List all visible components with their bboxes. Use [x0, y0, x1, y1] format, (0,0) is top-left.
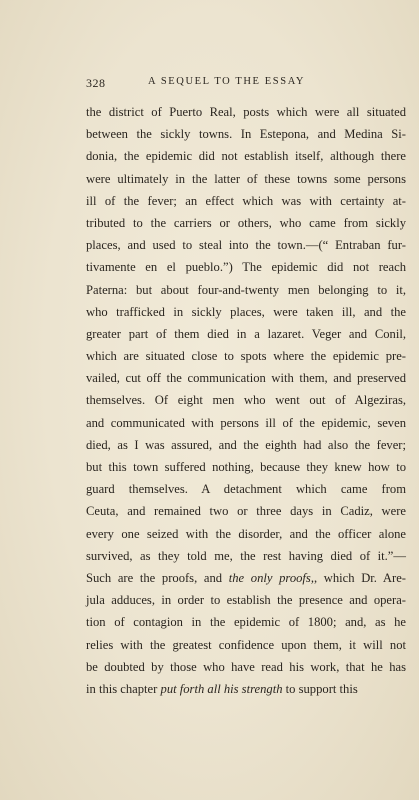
text-line: Ceuta, and remained two or three days in Cadiz, were [86, 504, 406, 519]
text-line-with-italic [86, 567, 406, 589]
running-title: A SEQUEL TO THE ESSAY [148, 76, 306, 87]
text-line: tributed to the carriers or others, who came from sickly [86, 215, 406, 230]
italic-emphasis: put forth all his strength [160, 681, 283, 696]
text-line: between the sickly towns. In Estepona, and Medina Si- [86, 127, 406, 142]
text-line: who trafficked in sickly places, were taken ill, and the [86, 304, 406, 319]
text-line: survived, as they told me, the rest having died of it.”— [86, 548, 406, 563]
text-line: tivamente en el pueblo.”) The epidemic did not reach [86, 260, 406, 275]
text-segment: to support this [285, 681, 358, 696]
text-line: jula adduces, in order to establish the presence and opera- [86, 593, 406, 608]
text-line: died, as I was assured, and the eighth had also the fever; [86, 437, 406, 452]
text-line: be doubted by those who have read his work, that he has [86, 659, 406, 674]
text-line: which are situated close to spots where the epidemic pre- [86, 349, 406, 364]
body-text [86, 101, 406, 700]
text-line: ill of the fever; an effect which was with certainty at- [86, 193, 406, 208]
running-head [86, 76, 402, 92]
text-line-with-italic [86, 678, 406, 700]
text-line: Paterna: but about four-and-twenty men belonging to it, [86, 282, 406, 297]
text-segment: , which Dr. Are- [313, 570, 406, 585]
text-line: but this town suffered nothing, because they knew how to [86, 460, 406, 474]
page-number: 328 [86, 76, 106, 90]
text-segment: in this chapter [86, 681, 158, 696]
text-line: every one seized with the disorder, and the officer alone [86, 526, 406, 541]
text-line: and communicated with persons ill of the epidemic, seven [86, 415, 406, 430]
text-line: places, and used to steal into the town.—(“ Entraban fur- [86, 238, 406, 253]
text-line: the district of Puerto Real, posts which were all situated [86, 105, 406, 119]
italic-emphasis: the only proofs, [228, 570, 314, 585]
text-line: vailed, cut off the communication with them, and preserved [86, 371, 406, 386]
text-line: were ultimately in the latter of these towns some persons [86, 171, 406, 186]
text-segment: Such are the proofs, and [86, 570, 223, 585]
text-line: relies with the greatest confidence upon them, it will not [86, 637, 406, 652]
text-line: themselves. Of eight men who went out of Algeziras, [86, 393, 406, 408]
text-line: greater part of them died in a lazaret. Veger and Conil, [86, 326, 406, 341]
text-line: tion of contagion in the epidemic of 1800; and, as he [86, 615, 406, 630]
text-line: guard themselves. A detachment which came from [86, 482, 406, 497]
text-line: donia, the epidemic did not establish itself, although there [86, 149, 406, 164]
